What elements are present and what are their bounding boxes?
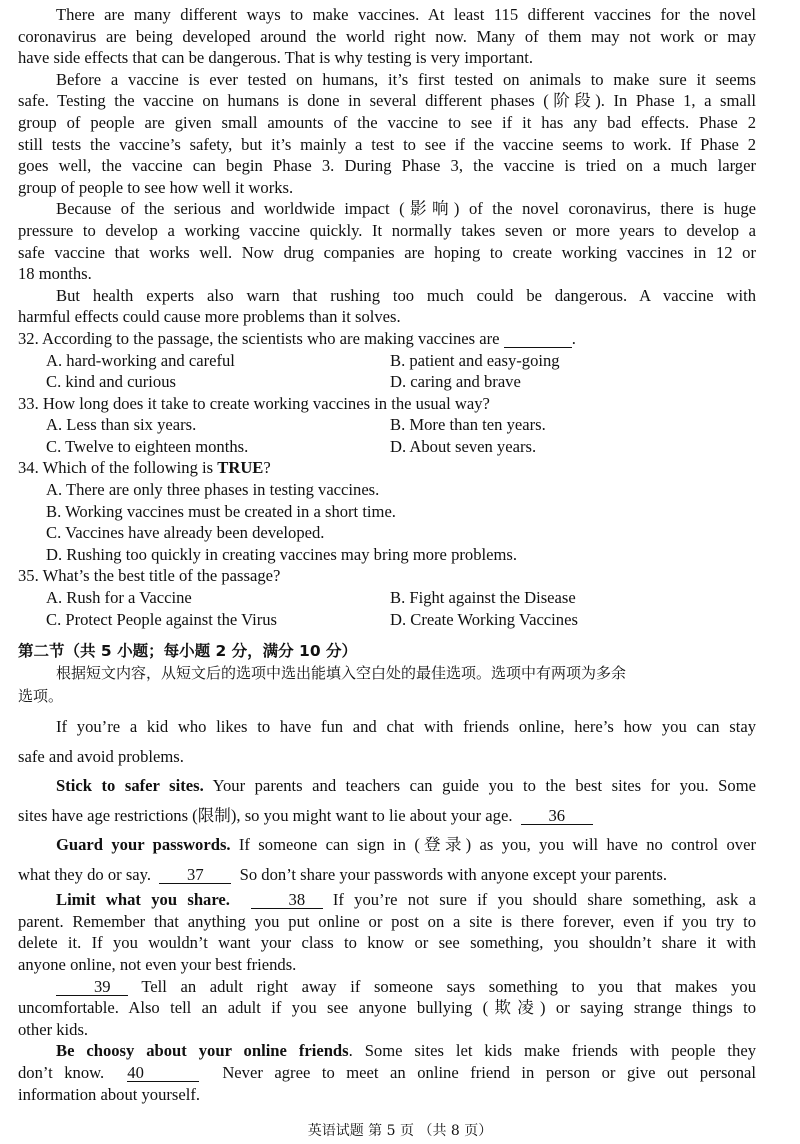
- option-d[interactable]: D. About seven years.: [390, 436, 537, 456]
- tip-text: other kids.: [18, 1019, 89, 1039]
- tip-text: sites have age restrictions (限制), so you might want to lie about your age.: [18, 805, 513, 825]
- option-a[interactable]: A. Less than six years.: [46, 415, 197, 435]
- passage-line: 18 months.: [18, 264, 92, 284]
- intro-line: safe and avoid problems.: [18, 746, 184, 766]
- answer-blank-38[interactable]: 38: [251, 892, 323, 909]
- tip-text: what they do or say.: [18, 864, 152, 884]
- tip-paragraph-1: [18, 771, 756, 830]
- option-a[interactable]: A. Rush for a Vaccine: [46, 588, 192, 608]
- passage-line: Before a vaccine is ever tested on humans, it’s first tested on animals to make sure it seems: [56, 69, 756, 89]
- option-d[interactable]: D. caring and brave: [390, 372, 521, 392]
- answer-blank-39[interactable]: 39: [56, 979, 128, 996]
- question-34: [18, 457, 756, 565]
- tip-heading: Be choosy about your online friends: [56, 1041, 349, 1061]
- option-c[interactable]: C. Vaccines have already been developed.: [46, 523, 325, 543]
- answer-blank-36[interactable]: 36: [521, 808, 593, 825]
- question-stem: 32. According to the passage, the scientists who are making vaccines are: [18, 328, 500, 348]
- option-c[interactable]: C. Twelve to eighteen months.: [46, 436, 249, 456]
- reading-passage: [18, 4, 756, 328]
- stem-text: 34. Which of the following is: [18, 458, 214, 478]
- tip-text: anyone online, not even your best friends.: [18, 955, 297, 974]
- option-b[interactable]: B. Working vaccines must be created in a short time.: [46, 501, 396, 521]
- tip-text: don’t know.: [18, 1062, 105, 1082]
- passage-line: have side effects that can be dangerous. That is why testing is very important.: [18, 48, 534, 68]
- option-d[interactable]: D. Rushing too quickly in creating vaccines may bring more problems.: [46, 544, 517, 564]
- question-stem: [18, 457, 756, 479]
- stem-emphasis: TRUE: [217, 458, 264, 478]
- option-d[interactable]: D. Create Working Vaccines: [390, 609, 578, 629]
- question-stem: 33. How long does it take to create working vaccines in the usual way?: [18, 393, 490, 413]
- tip-text: parent. Remember that anything you put online or post on a site is there forever, even if you try to: [18, 911, 756, 931]
- passage-line: safe. Testing the vaccine on humans is done in several different phases (阶段). In Phase 1, a small: [18, 91, 756, 111]
- answer-blank-37[interactable]: 37: [159, 867, 231, 884]
- tip-paragraph-4: [18, 976, 756, 1041]
- question-stem: 35. What’s the best title of the passage?: [18, 566, 281, 586]
- option-a[interactable]: A. There are only three phases in testing vaccines.: [46, 480, 380, 500]
- question-32: [18, 328, 756, 393]
- question-33: [18, 393, 756, 458]
- tip-paragraph-5: [18, 1040, 756, 1105]
- tip-heading: Limit what you share.: [56, 890, 230, 910]
- passage-line: pressure to develop a working vaccine quickly. It normally takes seven or more years to develop a: [18, 220, 756, 240]
- answer-blank[interactable]: [504, 331, 572, 348]
- passage-line: group of people to see how well it works.: [18, 177, 294, 197]
- option-c[interactable]: C. Protect People against the Virus: [46, 609, 277, 629]
- tip-text: . Some sites let kids make friends with people they: [348, 1041, 756, 1061]
- tip-text: information about yourself.: [18, 1084, 201, 1104]
- tip-text: If you’re not sure if you should share something, ask a: [332, 890, 757, 910]
- option-c[interactable]: C. kind and curious: [46, 372, 176, 392]
- page-footer: 英语试题 第 5 页 （共 8 页）: [307, 1123, 493, 1139]
- passage-line: But health experts also warn that rushing too much could be dangerous. A vaccine with: [56, 285, 756, 305]
- passage-line: group of people are given small amounts of the vaccine to see if it has any bad effects. Phase 2: [18, 112, 756, 132]
- tip-text: If someone can sign in (登录) as you, you will have no control over: [230, 835, 756, 855]
- tip-text: delete it. If you wouldn’t want your class to know or see something, you shouldn’t share it with: [18, 933, 756, 953]
- option-b[interactable]: B. Fight against the Disease: [390, 588, 576, 608]
- section-instructions: 选项。: [18, 687, 64, 706]
- section-title: 第二节（共 5 小题；每小题 2 分，满分 10 分）: [18, 642, 358, 661]
- passage-line: coronavirus are being developed around the world right now. Many of them may not work or may: [18, 26, 756, 46]
- tip-text: Your parents and teachers can guide you to the best sites for you. Some: [203, 776, 756, 796]
- tip-text: So don’t share your passwords with anyone except your parents.: [239, 864, 667, 884]
- passage-line: Because of the serious and worldwide impact (影响) of the novel coronavirus, there is huge: [56, 199, 756, 219]
- passage-line: goes well, the vaccine can begin Phase 3. During Phase 3, the vaccine is tried on a much larger: [18, 156, 756, 176]
- passage-line: There are many different ways to make vaccines. At least 115 different vaccines for the novel: [56, 5, 756, 24]
- passage-line: harmful effects could cause more problems than it solves.: [18, 307, 401, 327]
- tip-paragraph-2: [18, 830, 756, 889]
- option-a[interactable]: A. hard-working and careful: [46, 350, 235, 370]
- question-35: [18, 565, 756, 630]
- tip-heading: Guard your passwords.: [56, 835, 231, 855]
- option-b[interactable]: B. More than ten years.: [390, 415, 546, 435]
- passage-line: safe vaccine that works well. Now drug companies are hoping to create working vaccines in 12 or: [18, 242, 756, 262]
- option-b[interactable]: B. patient and easy-going: [390, 350, 560, 370]
- intro-line: If you’re a kid who likes to have fun and chat with friends online, here’s how you can stay: [56, 717, 756, 737]
- tip-heading: Stick to safer sites.: [56, 776, 204, 796]
- tip-paragraph-3: [18, 889, 756, 975]
- tip-text: Never agree to meet an online friend in person or give out personal: [222, 1062, 757, 1082]
- passage-line: still tests the vaccine’s safety, but it’s mainly a test to see if the vaccine seems to work. If Phase 2: [18, 134, 756, 154]
- stem-end: ?: [263, 458, 271, 478]
- section-instructions: 根据短文内容，从短文后的选项中选出能填入空白处的最佳选项。选项中有两项为多余: [56, 664, 627, 683]
- answer-blank-40[interactable]: 40: [127, 1065, 199, 1082]
- tip-text: Tell an adult right away if someone says something to you that makes you: [141, 976, 756, 996]
- stem-end: .: [571, 328, 576, 348]
- tip-text: uncomfortable. Also tell an adult if you see anyone bullying (欺凌) or saying strange things to: [18, 998, 756, 1018]
